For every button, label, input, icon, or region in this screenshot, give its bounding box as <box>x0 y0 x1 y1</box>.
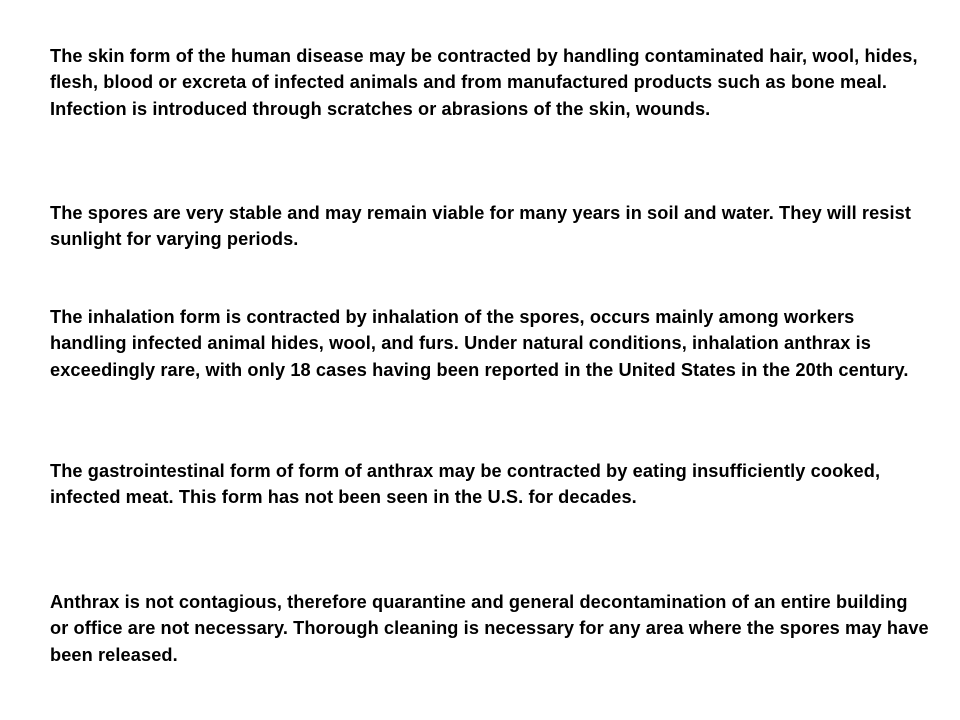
paragraph-inhalation-form: The inhalation form is contracted by inhalation of the spores, occurs mainly among workers handling infected animal hides, wool, and furs. Under natural conditions, inhalation anthrax is exceedingly rare, with only 18 cases having been reported in the United States in the 20th century. <box>50 307 909 380</box>
paragraph-spore-stability: The spores are very stable and may remain viable for many years in soil and water. They will resist sunlight for varying periods. <box>50 203 912 250</box>
paragraph-not-contagious: Anthrax is not contagious, therefore quarantine and general decontamination of an entire building or office are not necessary. Thorough cleaning is necessary for any area where the spores may have been released. <box>50 592 929 665</box>
paragraph-skin-form: The skin form of the human disease may be contracted by handling contaminated hair, wool, hides, flesh, blood or excreta of infected animals and from manufactured products such as bone meal. Infection is introduced through scratches or abrasions of the skin, wounds. <box>50 46 918 119</box>
paragraph-gastrointestinal-form: The gastrointestinal form of form of anthrax may be contracted by eating insufficiently cooked, infected meat. This form has not been seen in the U.S. for decades. <box>50 461 881 508</box>
